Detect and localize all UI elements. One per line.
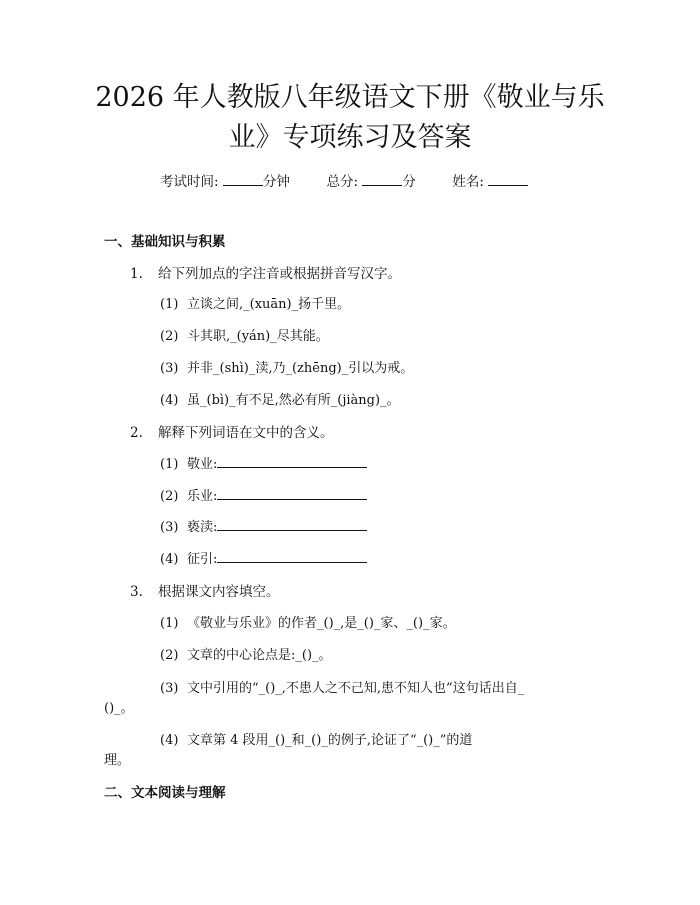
- score-unit: 分: [402, 174, 416, 190]
- item-text: 并非_(shì)_渎,乃_(zhēng)_引以为戒。: [187, 361, 414, 376]
- item-text: 乐业:: [187, 489, 218, 504]
- item-index: (3): [160, 520, 179, 535]
- title-line-1: 2026 年人教版八年级语文下册《敬业与乐: [95, 82, 605, 113]
- item-index: (4): [160, 552, 179, 567]
- item-text: 文中引用的“_()_,不患人之不己知,患不知人也”这句话出自_: [187, 681, 525, 696]
- q2-item-4: [160, 548, 367, 567]
- q1-item-3: [160, 357, 413, 376]
- q1-item-4: [160, 389, 400, 408]
- q1-item-2: [160, 325, 329, 344]
- item-index: (4): [160, 393, 179, 408]
- question-number: 2.: [130, 425, 143, 441]
- item-text: 征引:: [187, 552, 218, 567]
- q3-item-4-continued: 理。: [104, 753, 131, 768]
- question-number: 3.: [130, 584, 143, 600]
- q3-item-4: [160, 729, 472, 748]
- time-unit: 分钟: [262, 174, 290, 190]
- item-text: 文章的中心论点是:_()_。: [187, 648, 332, 663]
- item-text: 虽_(bì)_有不足,然必有所_(jiàng)_。: [187, 393, 400, 408]
- score-blank[interactable]: [362, 173, 402, 186]
- score-label: 总分:: [326, 174, 359, 190]
- item-index: (2): [160, 329, 179, 344]
- exam-meta: [160, 170, 528, 190]
- name-blank[interactable]: [488, 173, 528, 186]
- q2-item-1: [160, 453, 367, 472]
- section-heading-2: 二、文本阅读与理解: [104, 785, 226, 801]
- item-index: (1): [160, 457, 179, 472]
- section-heading-1: 一、基础知识与积累: [104, 234, 226, 250]
- question-3: [130, 580, 280, 600]
- question-text: 解释下列词语在文中的含义。: [158, 425, 334, 441]
- item-index: (3): [160, 681, 179, 696]
- item-text: 斗其职,_(yán)_尽其能。: [187, 329, 329, 344]
- item-index: (1): [160, 297, 179, 312]
- q3-item-3-continued: ()_。: [104, 701, 134, 716]
- item-text: 敬业:: [187, 457, 218, 472]
- q1-item-1: [160, 293, 350, 312]
- question-2: [130, 421, 334, 441]
- answer-line[interactable]: [217, 487, 367, 500]
- question-1: [130, 262, 401, 282]
- item-index: (2): [160, 648, 179, 663]
- question-text: 给下列加点的字注音或根据拼音写汉字。: [158, 266, 401, 282]
- answer-line[interactable]: [217, 550, 367, 563]
- question-number: 1.: [130, 266, 143, 282]
- time-label: 考试时间:: [160, 174, 219, 190]
- q3-item-2: [160, 644, 332, 663]
- title-line-2: 业》专项练习及答案: [228, 122, 472, 153]
- q2-item-3: [160, 516, 367, 535]
- item-index: (1): [160, 616, 179, 631]
- item-text: 文章第 4 段用_()_和_()_的例子,论证了“_()_”的道: [187, 733, 473, 748]
- question-text: 根据课文内容填空。: [158, 584, 280, 600]
- item-text: 立谈之间,_(xuān)_扬千里。: [187, 297, 351, 312]
- item-index: (2): [160, 489, 179, 504]
- answer-line[interactable]: [217, 518, 367, 531]
- time-blank[interactable]: [223, 173, 263, 186]
- q2-item-2: [160, 485, 367, 504]
- page-title: [90, 78, 610, 158]
- q3-item-3: [160, 677, 524, 696]
- item-text: 亵渎:: [187, 520, 218, 535]
- item-index: (3): [160, 361, 179, 376]
- q3-item-1: [160, 612, 456, 631]
- item-index: (4): [160, 733, 179, 748]
- answer-line[interactable]: [217, 455, 367, 468]
- item-text: 《敬业与乐业》的作者_()_,是_()_家、_()_家。: [187, 616, 456, 631]
- name-label: 姓名:: [452, 174, 484, 190]
